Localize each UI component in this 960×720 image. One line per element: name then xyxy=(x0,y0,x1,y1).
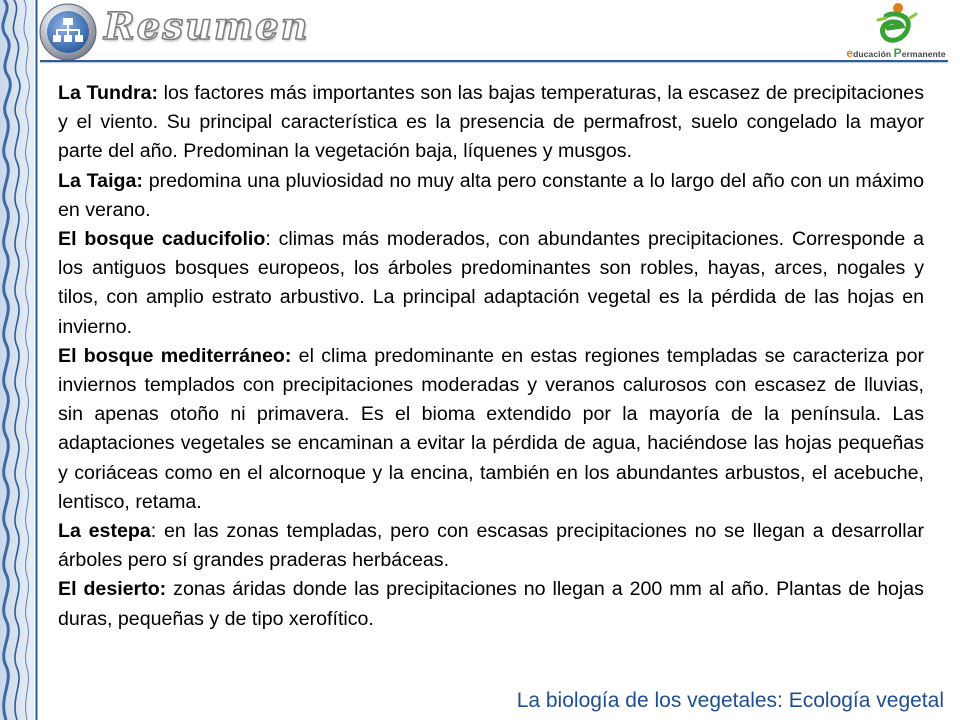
educacion-permanente-logo xyxy=(836,2,956,60)
paragraph-bosque-mediterraneo xyxy=(58,342,924,517)
paragraph-desierto xyxy=(58,575,924,633)
logo-wordmark xyxy=(836,46,956,60)
paragraph-estepa xyxy=(58,517,924,575)
term-tundra: La Tundra: xyxy=(58,82,158,104)
footer-title: La biología de los vegetales: Ecología vegetal xyxy=(516,689,944,712)
summary-content xyxy=(58,79,924,634)
logo-initial-e: e xyxy=(846,46,854,60)
term-estepa: La estepa xyxy=(58,520,151,543)
sitemap-icon xyxy=(38,2,98,62)
decorative-left-border xyxy=(0,0,40,720)
text-bosque-caducifolio: : climas más moderados, con abundantes precipitaciones. Corresponde a los antiguos bosques europeos, los árboles predominantes son robles, hayas, arces, nogales y tilos, con amplio estrato arbustivo. La principal adaptación vegetal es la pérdida de las hojas en invierno. xyxy=(58,228,924,338)
term-bosque-mediterraneo: El bosque mediterráneo: xyxy=(58,344,292,367)
paragraph-taiga xyxy=(58,167,924,225)
text-bosque-mediterraneo: el clima predominante en estas regiones templadas se caracteriza por inviernos templados con precipitaciones moderadas y veranos calurosos con escasez de lluvias, sin apenas otoño ni primavera. Es el bioma extendido por la mayoría de la península. Las adaptaciones vegetales se encaminan a evitar la pérdida de agua, haciéndose las hojas pequeñas y coriáceas como en el alcornoque y la encina, también en los abundantes arbustos, el acebuche, lentisco, retama. xyxy=(58,344,924,513)
text-taiga: predomina una pluviosidad no muy alta pero constante a lo largo del año con un máximo en verano. xyxy=(58,169,924,221)
paragraph-bosque-caducifolio xyxy=(58,225,924,342)
page-title: Resumen xyxy=(104,4,310,48)
header-divider xyxy=(40,60,948,62)
logo-word-2: ermanente xyxy=(901,49,946,59)
term-desierto: El desierto: xyxy=(58,578,167,601)
paragraph-tundra xyxy=(58,79,924,167)
logo-initial-p: P xyxy=(893,46,902,60)
text-tundra: los factores más importantes son las bajas temperaturas, la escasez de precipitaciones y el viento. Su principal característica es la presencia de permafrost, suelo congelado la mayor parte del año. Predominan la vegetación baja, líquenes y musgos. xyxy=(58,82,924,163)
logo-word-1: ducación xyxy=(853,49,894,59)
term-bosque-caducifolio: El bosque caducifolio xyxy=(58,228,266,251)
term-taiga: La Taiga: xyxy=(58,169,143,192)
text-desierto: zonas áridas donde las precipitaciones no llegan a 200 mm al año. Plantas de hojas duras, pequeñas y de tipo xerofítico. xyxy=(58,578,924,630)
person-figure-logo xyxy=(874,2,918,46)
text-estepa: : en las zonas templadas, pero con escasas precipitaciones no se llegan a desarrollar árboles pero sí grandes praderas herbáceas. xyxy=(58,520,924,572)
